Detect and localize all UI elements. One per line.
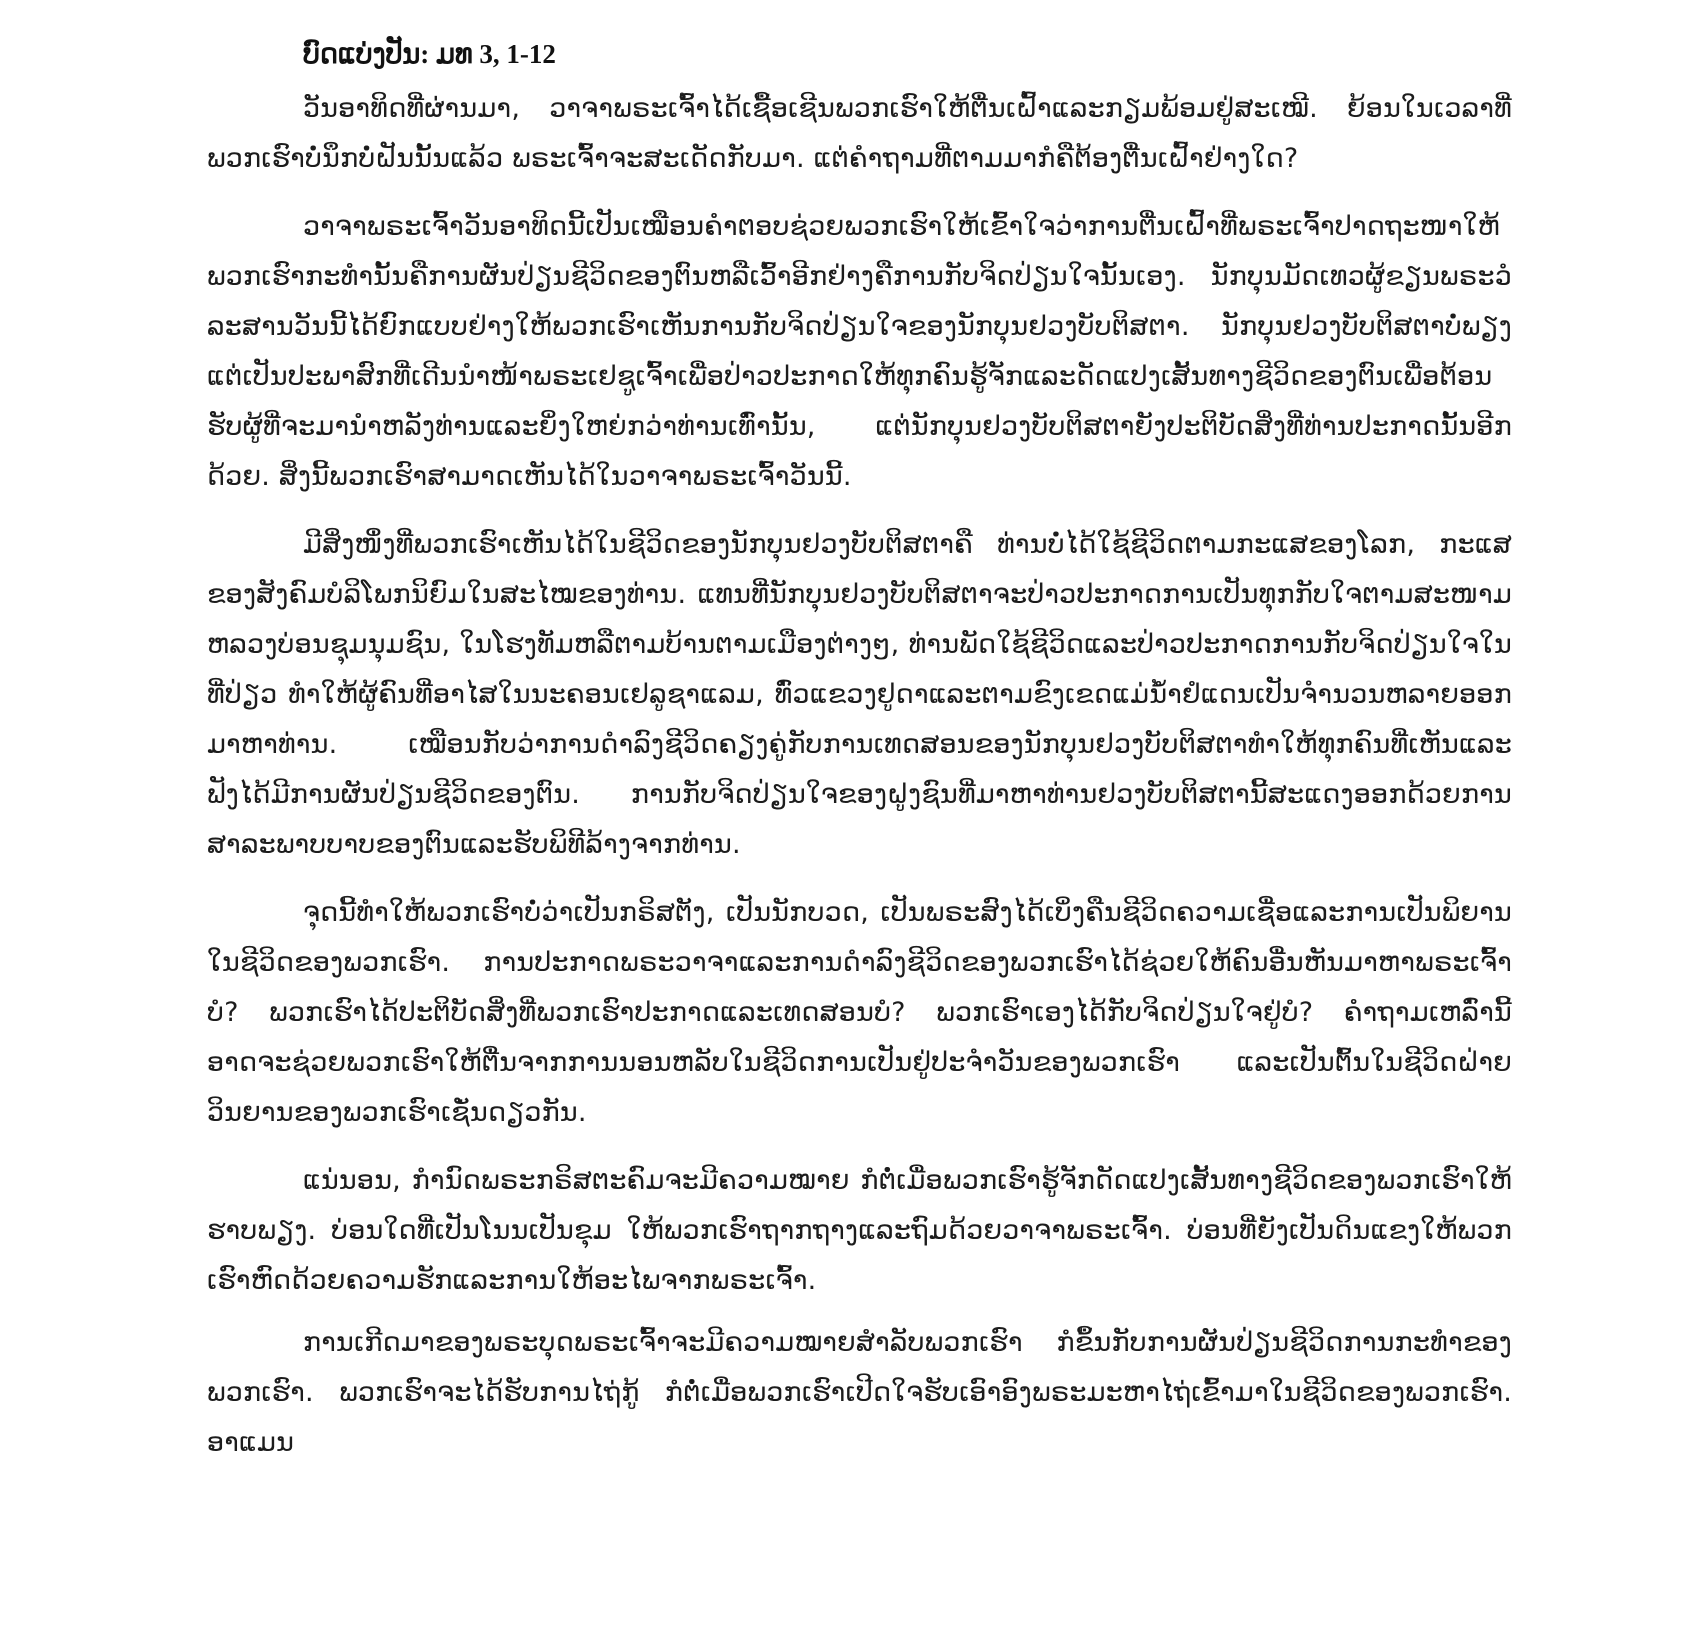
paragraph-4: ຈຸດນີ້ທໍາໃຫ້ພວກເຮົາບໍ່ວ່າເປັນກຣິສຕັງ, ເປັນນັກບວດ, ເປັນພຣະສົງໄດ້ເບິ່ງຄືນຊີວິດຄວາມເຊື່ອແລະການເປັນພິຍານໃນຊີວິດຂອງພວກເຮົາ. ການປະກາດພຣະວາຈາແລະການດໍາລົງຊີວິດຂອງພວກເຮົາໄດ້ຊ່ວຍໃຫ້ຄົນອື່ນຫັນມາຫາພຣະເຈົ້າບໍ? ພວກເຮົາໄດ້ປະຕິບັດສິ່ງທີ່ພວກເຮົາປະກາດແລະເທດສອນບໍ? ພວກເຮົາເອງໄດ້ກັບຈິດປ່ຽນໃຈຢູ່ບໍ? ຄໍາຖາມເຫລົ່ານີ້ອາດຈະຊ່ວຍພວກເຮົາໃຫ້ຕື່ນຈາກການນອນຫລັບໃນຊີວິດການເປັນຢູ່ປະຈໍາວັນຂອງພວກເຮົາ ແລະເປັນຕົ້ນໃນຊີວິດຝ່າຍວິນຍານຂອງພວກເຮົາເຊັ່ນດຽວກັນ. (207, 897, 1512, 1128)
document-body (207, 34, 1512, 1486)
document-title (303, 34, 1512, 74)
paragraph-1: ວັນອາທິດທີ່ຜ່ານມາ, ວາຈາພຣະເຈົ້າໄດ້ເຊື້ອເຊີນພວກເຮົາໃຫ້ຕື່ນເຝົ້າແລະກຽມພ້ອມຢູ່ສະເໝີ. ຍ້ອນໃນເວລາທີ່ພວກເຮົາບໍ່ນຶກບໍ່ຝັນນັ້ນແລ້ວ ພຣະເຈົ້າຈະສະເດັດກັບມາ. ແຕ່ຄໍາຖາມທີ່ຕາມມາກໍຄືຕ້ອງຕື່ນເຝົ້າຢ່າງໃດ? (207, 93, 1512, 174)
title-label: ບົດແບ່ງປັນ: (303, 39, 430, 69)
paragraph-6: ການເກີດມາຂອງພຣະບຸດພຣະເຈົ້າຈະມີຄວາມໝາຍສໍາລັບພວກເຮົາ ກໍຂຶ້ນກັບການຜັນປ່ຽນຊີວິດການກະທໍາຂອງພວກເຮົາ. ພວກເຮົາຈະໄດ້ຮັບການໄຖ່ກູ້ ກໍຕໍ່ເມື່ອພວກເຮົາເປີດໃຈຮັບເອົາອົງພຣະມະຫາໄຖ່ເຂົ້າມາໃນຊີວິດຂອງພວກເຮົາ. ອາແມນ (207, 1327, 1512, 1458)
paragraph-3: ມີສິ່ງໜຶ່ງທີ່ພວກເຮົາເຫັນໄດ້ໃນຊີວິດຂອງນັກບຸນຢວງບັບຕິສຕາຄື ທ່ານບໍ່ໄດ້ໃຊ້ຊີວິດຕາມກະແສຂອງໂລກ, ກະແສຂອງສັງຄົມບໍລິໂພກນິຍົມໃນສະໄໝຂອງທ່ານ. ແທນທີ່ນັກບຸນຢວງບັບຕິສຕາຈະປ່າວປະກາດການເປັນທຸກກັບໃຈຕາມສະໜາມຫລວງບ່ອນຊຸມນຸມຊົນ, ໃນໂຮງທັມຫລືຕາມບ້ານຕາມເມືອງຕ່າງໆ, ທ່ານພັດໃຊ້ຊີວິດແລະປ່າວປະກາດການກັບຈິດປ່ຽນໃຈໃນທີ່ປ່ຽວ ທໍາໃຫ້ຜູ້ຄົນທີ່ອາໄສໃນນະຄອນເຢລູຊາແລມ, ທົ່ວແຂວງຢູດາແລະຕາມຂົງເຂດແມ່ນໍ້າຢໍແດນເປັນຈໍານວນຫລາຍອອກມາຫາທ່ານ. ເໝືອນກັບວ່າການດໍາລົງຊີວິດຄຽງຄູ່ກັບການເທດສອນຂອງນັກບຸນຢວງບັບຕິສຕາທໍາໃຫ້ທຸກຄົນທີ່ເຫັນແລະຟັງໄດ້ມີການຜັນປ່ຽນຊີວິດຂອງຕົນ. ການກັບຈິດປ່ຽນໃຈຂອງຝູງຊົນທີ່ມາຫາທ່ານຢວງບັບຕິສຕານີ້ສະແດງອອກດ້ວຍການສາລະພາບບາບຂອງຕົນແລະຮັບພິທີລ້າງຈາກທ່ານ. (207, 529, 1512, 860)
paragraph-5: ແນ່ນອນ, ກໍານົດພຣະກຣິສຕະຄົມຈະມີຄວາມໝາຍ ກໍຕໍ່ເມື່ອພວກເຮົາຮູ້ຈັກດັດແປງເສັ້ນທາງຊີວິດຂອງພວກເຮົາໃຫ້ຮາບພຽງ. ບ່ອນໃດທີ່ເປັນໂນນເປັນຂຸມ ໃຫ້ພວກເຮົາຖາກຖາງແລະຖົມດ້ວຍວາຈາພຣະເຈົ້າ. ບ່ອນທີ່ຍັງເປັນດິນແຂງໃຫ້ພວກເຮົາຫົດດ້ວຍຄວາມຮັກແລະການໃຫ້ອະໄພຈາກພຣະເຈົ້າ. (207, 1165, 1512, 1296)
scripture-reference: ມທ 3, 1-12 (436, 39, 556, 69)
paragraph-2: ວາຈາພຣະເຈົ້າວັນອາທິດນີ້ເປັນເໝືອນຄໍາຕອບຊ່ວຍພວກເຮົາໃຫ້ເຂົ້າໃຈວ່າການຕື່ນເຝົ້າທີ່ພຣະເຈົ້າປາດຖະໜາໃຫ້ພວກເຮົາກະທໍານັ້ນຄືການຜັນປ່ຽນຊີວິດຂອງຕົນຫລືເວົ້າອີກຢ່າງຄືການກັບຈິດປ່ຽນໃຈນັ້ນເອງ. ນັກບຸນມັດເທວຜູ້ຂຽນພຣະວໍລະສານວັນນີ້ໄດ້ຍົກແບບຢ່າງໃຫ້ພວກເຮົາເຫັນການກັບຈິດປ່ຽນໃຈຂອງນັກບຸນຢວງບັບຕິສຕາ. ນັກບຸນຢວງບັບຕິສຕາບໍ່ພຽງແຕ່ເປັນປະພາສົກທີ່ເດີນນໍາໜ້າພຣະເຢຊູເຈົ້າເພື່ອປ່າວປະກາດໃຫ້ທຸກຄົນຮູ້ຈັກແລະດັດແປງເສັ້ນທາງຊີວິດຂອງຕົນເພື່ອຕ້ອນຮັບຜູ້ທີ່ຈະມານໍາຫລັງທ່ານແລະຍິ່ງໃຫຍ່ກວ່າທ່ານເທົ່ານັ້ນ, ແຕ່ນັກບຸນຢວງບັບຕິສຕາຍັງປະຕິບັດສິ່ງທີ່ທ່ານປະກາດນັ້ນອີກດ້ວຍ. ສິ່ງນີ້ພວກເຮົາສາມາດເຫັນໄດ້ໃນວາຈາພຣະເຈົ້າວັນນີ້. (207, 211, 1512, 492)
